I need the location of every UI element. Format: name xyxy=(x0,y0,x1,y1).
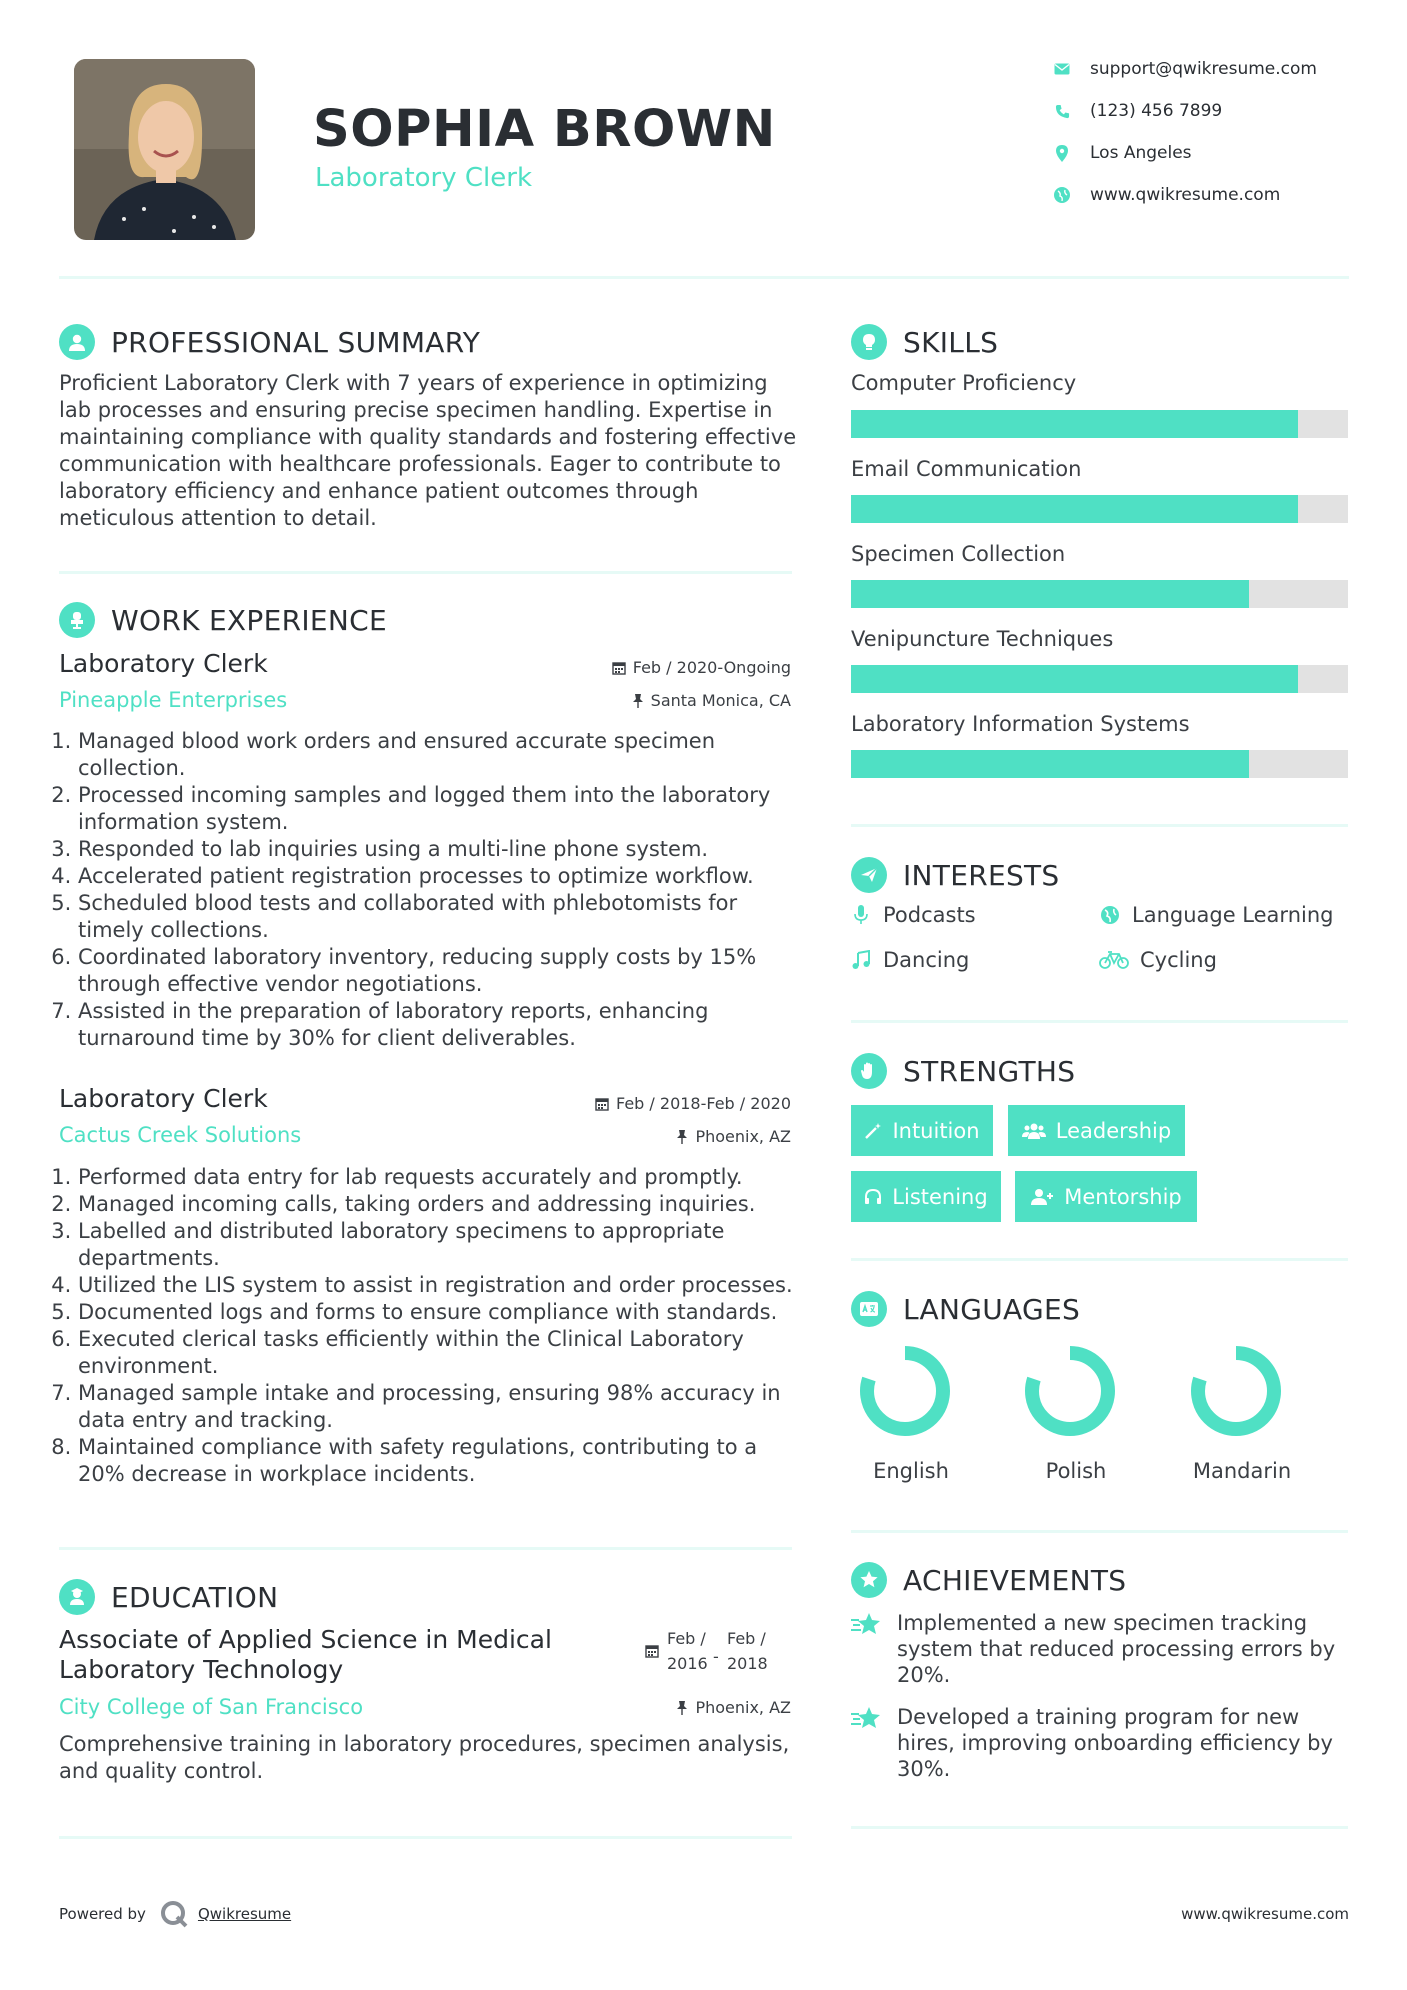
phone-icon xyxy=(1052,101,1072,121)
strength-mentorship: Mentorship xyxy=(1015,1171,1197,1222)
job-2-company: Cactus Creek Solutions xyxy=(59,1123,302,1147)
skill-2-fill xyxy=(851,495,1298,523)
star-icon xyxy=(851,1704,883,1782)
list-item: 1. Managed blood work orders and ensured accurate specimen collection. xyxy=(78,728,799,782)
job-1-company: Pineapple Enterprises xyxy=(59,688,288,712)
skill-4-bar xyxy=(851,665,1348,693)
microphone-icon xyxy=(849,905,873,925)
footer-powered-by: Powered by Qwikresume xyxy=(59,1900,291,1928)
job-2-location: Phoenix, AZ xyxy=(676,1127,791,1146)
job-1-date: Feb / 2020-Ongoing xyxy=(612,658,791,677)
strengths-divider xyxy=(851,1258,1348,1261)
footer-website[interactable]: www.qwikresume.com xyxy=(1181,1905,1349,1923)
language-1-name: English xyxy=(873,1459,949,1483)
location-pin-icon xyxy=(1052,143,1072,163)
skill-4-fill xyxy=(851,665,1298,693)
summary-divider xyxy=(59,571,792,574)
qwikresume-link[interactable]: Qwikresume xyxy=(197,1905,292,1923)
interest-language-learning: Language Learning xyxy=(1098,903,1333,927)
language-2-ring xyxy=(1022,1343,1118,1439)
list-item: 4. Utilized the LIS system to assist in registration and order processes. xyxy=(78,1272,799,1299)
calendar-icon xyxy=(645,1644,659,1658)
list-item: 6. Executed clerical tasks efficiently within the Clinical Laboratory environment. xyxy=(78,1326,799,1380)
pushpin-icon xyxy=(676,1701,688,1715)
education-heading: EDUCATION xyxy=(59,1578,278,1616)
list-item: 5. Documented logs and forms to ensure compliance with standards. xyxy=(78,1299,799,1326)
header-divider xyxy=(59,276,1349,279)
achievement-2: Developed a training program for new hires, improving onboarding efficiency by 30%. xyxy=(851,1704,1351,1782)
skill-4-name: Venipuncture Techniques xyxy=(851,627,1114,651)
job-1-title: Laboratory Clerk xyxy=(59,649,268,678)
interest-cycling: Cycling xyxy=(1098,948,1217,972)
strength-leadership: Leadership xyxy=(1008,1105,1185,1156)
summary-heading: PROFESSIONAL SUMMARY xyxy=(59,323,480,361)
skill-5-fill xyxy=(851,750,1249,778)
interests-divider xyxy=(851,1020,1348,1023)
strength-listening: Listening xyxy=(851,1171,1001,1222)
users-icon xyxy=(1022,1122,1046,1140)
magic-wand-icon xyxy=(864,1122,882,1140)
skills-divider xyxy=(851,824,1348,827)
profile-photo xyxy=(74,59,255,240)
user-plus-icon xyxy=(1030,1188,1054,1206)
globe-icon xyxy=(1098,905,1122,925)
list-item: 8. Maintained compliance with safety regulations, contributing to a 20% decrease in workplace incidents. xyxy=(78,1434,799,1488)
interest-dancing: Dancing xyxy=(849,948,969,972)
interests-heading: INTERESTS xyxy=(851,856,1060,894)
work-divider xyxy=(59,1547,792,1550)
languages-divider xyxy=(851,1530,1348,1533)
envelope-icon xyxy=(1052,59,1072,79)
interest-podcasts: Podcasts xyxy=(849,903,976,927)
education-date: Feb / 2016 - Feb / 2018 xyxy=(645,1626,777,1676)
contact-phone[interactable]: (123) 456 7899 xyxy=(1052,98,1382,124)
skill-3-fill xyxy=(851,580,1249,608)
hand-icon xyxy=(851,1053,887,1089)
pushpin-icon xyxy=(632,694,644,708)
language-3-ring xyxy=(1188,1343,1284,1439)
list-item: 7. Assisted in the preparation of laboratory reports, enhancing turnaround time by 30% for client deliverables. xyxy=(78,998,799,1052)
job-1-location: Santa Monica, CA xyxy=(632,691,791,710)
globe-icon xyxy=(1052,185,1072,205)
school-name: City College of San Francisco xyxy=(59,1695,364,1719)
languages-heading: LANGUAGES xyxy=(851,1290,1080,1328)
bicycle-icon xyxy=(1098,951,1130,969)
skill-5-name: Laboratory Information Systems xyxy=(851,712,1190,736)
skill-3-bar xyxy=(851,580,1348,608)
strengths-heading: STRENGTHS xyxy=(851,1052,1075,1090)
education-divider xyxy=(59,1836,792,1839)
paper-plane-icon xyxy=(851,857,887,893)
achievement-1: Implemented a new specimen tracking system that reduced processing errors by 20%. xyxy=(851,1610,1351,1688)
skill-1-fill xyxy=(851,410,1298,438)
candidate-role: Laboratory Clerk xyxy=(315,163,533,193)
skill-1-name: Computer Proficiency xyxy=(851,371,1077,395)
contact-email[interactable]: support@qwikresume.com xyxy=(1052,56,1382,82)
list-item: 3. Responded to lab inquiries using a multi-line phone system. xyxy=(78,836,799,863)
skills-heading: SKILLS xyxy=(851,323,998,361)
list-item: 6. Coordinated laboratory inventory, reducing supply costs by 15% through effective vendor negotiations. xyxy=(78,944,799,998)
star-icon xyxy=(851,1610,883,1688)
skill-2-name: Email Communication xyxy=(851,457,1082,481)
list-item: 4. Accelerated patient registration processes to optimize workflow. xyxy=(78,863,799,890)
list-item: 2. Managed incoming calls, taking orders and addressing inquiries. xyxy=(78,1191,799,1218)
candidate-name: SOPHIA BROWN xyxy=(313,100,776,159)
skill-1-bar xyxy=(851,410,1348,438)
language-3-name: Mandarin xyxy=(1192,1459,1292,1483)
list-item: 5. Scheduled blood tests and collaborated with phlebotomists for timely collections. xyxy=(78,890,799,944)
star-badge-icon xyxy=(851,1562,887,1598)
music-note-icon xyxy=(849,950,873,970)
job-2-bullets xyxy=(59,1164,799,1488)
pushpin-icon xyxy=(676,1130,688,1144)
language-2-name: Polish xyxy=(1045,1459,1107,1483)
skill-2-bar xyxy=(851,495,1348,523)
work-heading: WORK EXPERIENCE xyxy=(59,601,387,639)
calendar-icon xyxy=(595,1097,609,1111)
skill-3-name: Specimen Collection xyxy=(851,542,1066,566)
lightbulb-icon xyxy=(851,324,887,360)
language-icon xyxy=(851,1291,887,1327)
briefcase-icon xyxy=(59,602,95,638)
skill-5-bar xyxy=(851,750,1348,778)
qwikresume-logo-icon xyxy=(160,1900,188,1928)
summary-text: Proficient Laboratory Clerk with 7 years of experience in optimizing lab processes and ensuring precise specimen handling. Expertise in maintaining compliance with quality standards and fostering effective communication with healthcare professionals. Eager to contribute to laboratory efficiency and enhance patient outcomes through meticulous attention to detail. xyxy=(59,371,797,530)
list-item: 1. Performed data entry for lab requests accurately and promptly. xyxy=(78,1164,799,1191)
user-icon xyxy=(59,324,95,360)
job-1-bullets xyxy=(59,728,799,1052)
calendar-icon xyxy=(612,661,626,675)
education-location: Phoenix, AZ xyxy=(676,1698,791,1717)
degree-title: Associate of Applied Science in Medical Laboratory Technology xyxy=(59,1625,552,1684)
education-description: Comprehensive training in laboratory procedures, specimen analysis, and quality control. xyxy=(59,1732,790,1783)
headphones-icon xyxy=(864,1188,882,1206)
list-item: 2. Processed incoming samples and logged them into the laboratory information system. xyxy=(78,782,799,836)
achievements-heading: ACHIEVEMENTS xyxy=(851,1561,1126,1599)
job-2-date: Feb / 2018-Feb / 2020 xyxy=(595,1094,791,1113)
strength-intuition: Intuition xyxy=(851,1105,993,1156)
achievements-divider xyxy=(851,1826,1348,1829)
list-item: 3. Labelled and distributed laboratory specimens to appropriate departments. xyxy=(78,1218,799,1272)
graduation-icon xyxy=(59,1579,95,1615)
list-item: 7. Managed sample intake and processing, ensuring 98% accuracy in data entry and tracking. xyxy=(78,1380,799,1434)
contact-website[interactable]: www.qwikresume.com xyxy=(1052,182,1382,208)
job-2-title: Laboratory Clerk xyxy=(59,1084,268,1113)
language-1-ring xyxy=(857,1343,953,1439)
contact-location: Los Angeles xyxy=(1052,140,1382,166)
